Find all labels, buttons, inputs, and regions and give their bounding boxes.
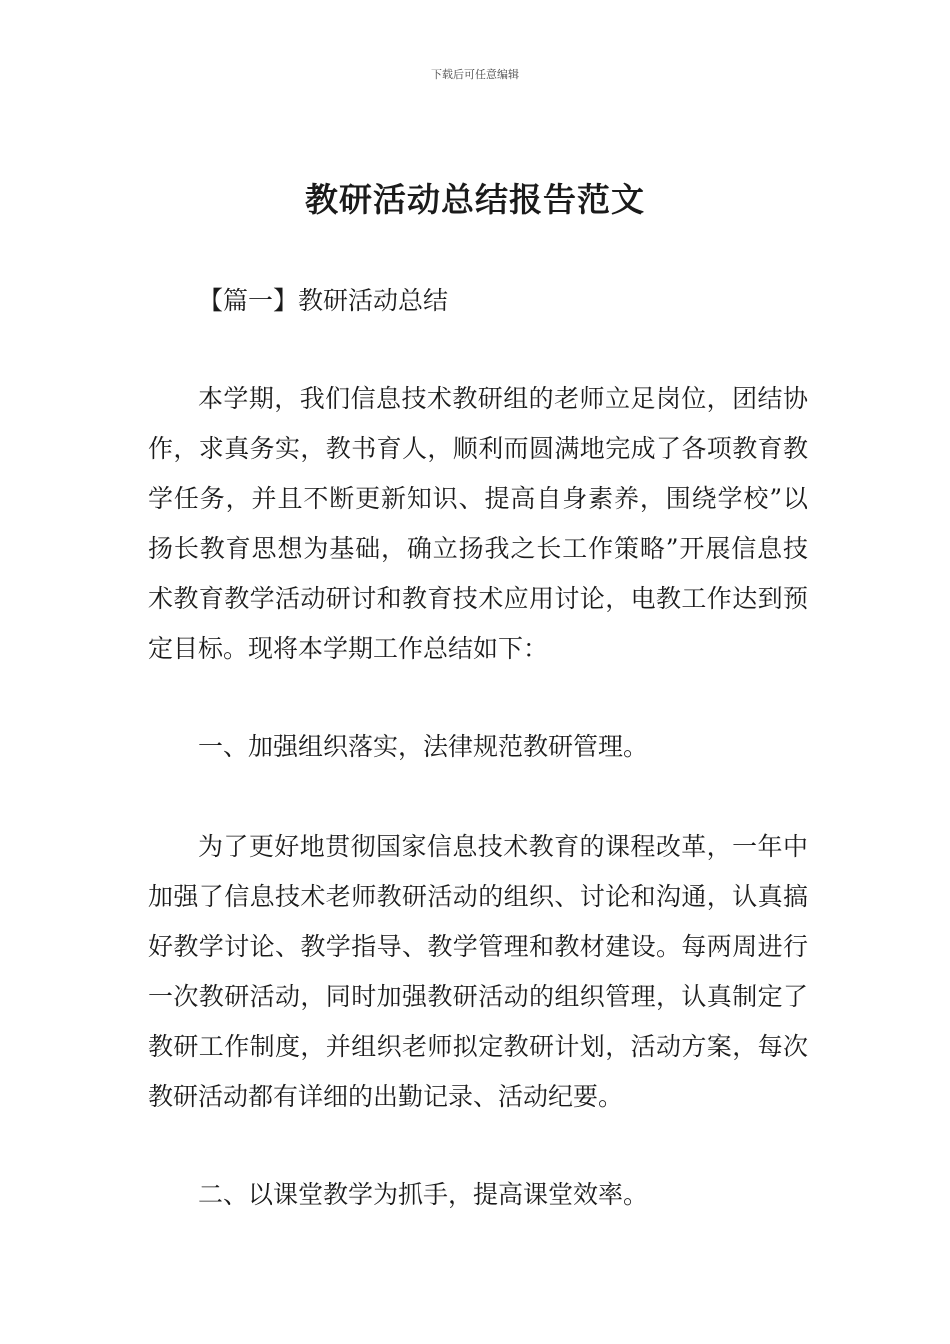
intro-paragraph: 本学期，我们信息技术教研组的老师立足岗位，团结协作，求真务实，教书育人，顺利而圆满地完成了各项教育教学任务，并且不断更新知识、提高自身素养，围绕学校”以扬长教育思想为基础，确立扬我之长工作策略”开展信息技术教育教学活动研讨和教育技术应用讨论，电教工作达到预定目标。现将本学期工作总结如下： [148, 384, 808, 663]
document-title: 教研活动总结报告范文 [305, 180, 645, 219]
section-2-heading: 二、以课堂教学为抓手，提高课堂效率。 [198, 1180, 649, 1209]
header-note: 下载后可任意编辑 [431, 68, 519, 81]
section-1-heading: 一、加强组织落实，法律规范教研管理。 [198, 732, 649, 761]
section-1-paragraph: 为了更好地贯彻国家信息技术教育的课程改革，一年中加强了信息技术老师教研活动的组织、讨论和沟通，认真搞好教学讨论、教学指导、教学管理和教材建设。每两周进行一次教研活动，同时加强教研活动的组织管理，认真制定了教研工作制度，并组织老师拟定教研计划，活动方案，每次教研活动都有详细的出勤记录、活动纪要。 [148, 832, 808, 1111]
part-heading: 【篇一】教研活动总结 [198, 286, 449, 315]
